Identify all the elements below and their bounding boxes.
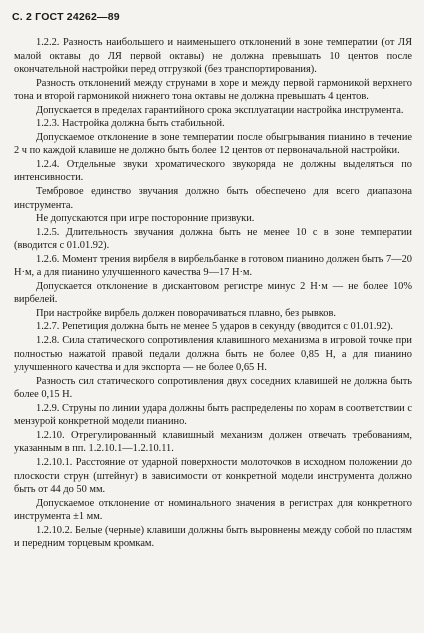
paragraph-warranty-tuning: Допускается в пределах гарантийного срока эксплуатации настройка инструмента.: [36, 104, 404, 116]
paragraph-1-2-7: 1.2.7. Репетиция должна быть не менее 5 ударов в секунду (вводится с 01.01.92).: [36, 321, 393, 333]
paragraph-1-2-4: 1.2.4. Отдельные звуки хроматического звукоряда не должны выделяться по интенсивности.: [14, 158, 412, 184]
paragraph-1-2-9: 1.2.9. Струны по линии удара должны быть распределены по хорам в соответствии с мензурой конкретной модели пианино.: [14, 402, 412, 428]
running-header: С. 2 ГОСТ 24262—89: [12, 11, 120, 23]
paragraph-timbre-unity: Тембровое единство звучания должно быть обеспечено для всего диапазона инструмента.: [14, 186, 412, 211]
paragraph-1-2-10: 1.2.10. Отрегулированный клавишный механизм должен отвечать требованиям, указанным в пп. 1.2.10.1—1.2.10.11.: [14, 429, 412, 455]
paragraph-string-deviation: Разность отклонений между струнами в хоре и между первой гармоникой верхнего тона и второй гармоникой нижнего тона октавы не должна превышать 4 центов.: [14, 77, 412, 103]
paragraph-adjacent-keys: Разность сил статического сопротивления двух соседних клавишей не должна быть более 0,15 Н.: [14, 375, 412, 401]
paragraph-1-2-10-1: 1.2.10.1. Расстояние от ударной поверхности молоточков в исходном положении до плоскости струн (штейнуг) в зависимости от конкретной модели инструмента должно быть от 44 до 50 мм.: [14, 456, 412, 496]
paragraph-1-2-10-2: 1.2.10.2. Белые (черные) клавиши должны быть выровнены между собой по пластям и передним торцевым кромкам.: [14, 524, 412, 550]
document-body: [14, 36, 412, 551]
paragraph-no-extraneous-sounds: Не допускаются при игре посторонние призвуки.: [36, 213, 255, 225]
paragraph-1-2-3: 1.2.3. Настройка должна быть стабильной.: [36, 118, 225, 130]
paragraph-pin-rotation: При настройке вирбель должен поворачиваться плавно, без рывков.: [36, 307, 336, 319]
paragraph-treble-deviation: Допускается отклонение в дискантовом регистре минус 2 Н·м — не более 10% вирбелей.: [14, 280, 412, 306]
paragraph-register-deviation: Допускаемое отклонение от номинального значения в регистрах для конкретного инструмента ±1 мм.: [14, 497, 412, 523]
paragraph-1-2-5: 1.2.5. Длительность звучания должна быть не менее 10 с в зоне температии (вводится с 01.01.92).: [14, 226, 412, 252]
paragraph-1-2-6: 1.2.6. Момент трения вирбеля в вирбельбанке в готовом пианино должен быть 7—20 Н·м, а для пианино улучшенного качества 9—17 Н·м.: [14, 253, 412, 279]
paragraph-1-2-2: 1.2.2. Разность наибольшего и наименьшего отклонений в зоне температии (от ЛЯ малой октавы до ЛЯ первой октавы) не должна превышать 10 центов после окончательной настройки перед отгрузкой (без транспортирования).: [14, 37, 412, 76]
paragraph-tuning-deviation: Допускаемое отклонение в зоне температии после обыгрывания пианино в течение 2 ч по каждой клавише не должно быть более 12 центов от первоначальной настройки.: [14, 131, 412, 157]
paragraph-1-2-8: 1.2.8. Сила статического сопротивления клавишного механизма в игровой точке при полностью нажатой правой педали должна быть не более 0,85 Н, а для пианино улучшенного качества и для экспорта — не более 0,65 Н.: [14, 335, 412, 374]
